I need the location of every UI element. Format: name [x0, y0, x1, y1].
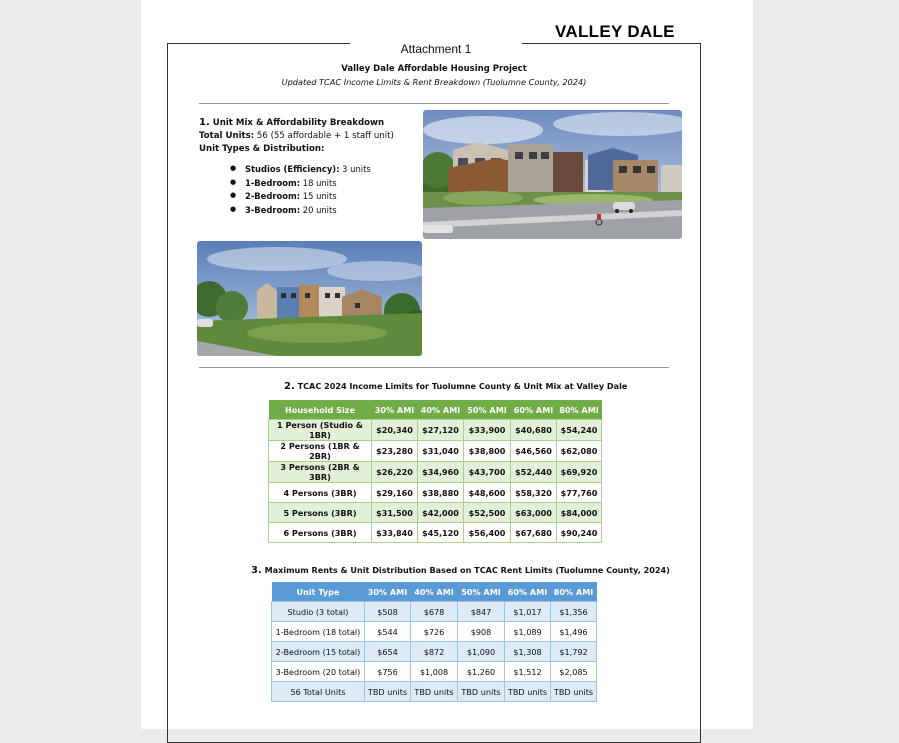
building-rendering-hillside — [197, 241, 422, 356]
table-cell: TBD units — [505, 682, 551, 702]
table-cell: $1,090 — [458, 642, 505, 662]
total-units-label: Total Units: — [199, 131, 255, 141]
brand-title: VALLEY DALE — [555, 22, 675, 41]
table-row — [272, 662, 597, 682]
section1-heading-text: Unit Mix & Affordability Breakdown — [212, 118, 385, 128]
attachment-label: Attachment 1 — [350, 40, 522, 58]
table-cell: $42,000 — [418, 503, 464, 523]
document-subtitle: Updated TCAC Income Limits & Rent Breakdown (Tuolumne County, 2024) — [281, 77, 587, 87]
table-cell: $56,400 — [464, 523, 511, 543]
table-cell: $77,760 — [557, 483, 602, 503]
column-header: 30% AMI — [365, 582, 411, 602]
column-header: 40% AMI — [418, 400, 464, 420]
table-row — [269, 483, 602, 503]
table-cell: $29,160 — [372, 483, 418, 503]
table-cell: $26,220 — [372, 462, 418, 483]
column-header: 30% AMI — [372, 400, 418, 420]
table-row — [272, 622, 597, 642]
table-cell: 3 Persons (2BR & 3BR) — [269, 462, 372, 483]
max-rents-table — [271, 582, 597, 702]
column-header: 50% AMI — [458, 582, 505, 602]
building-rendering-street — [423, 110, 682, 239]
section3-heading: 3. Maximum Rents & Unit Distribution Based on TCAC Rent Limits (Tuolumne County, 2024) — [251, 565, 670, 576]
table-cell: $1,260 — [458, 662, 505, 682]
table-cell: $1,089 — [505, 622, 551, 642]
column-header: 50% AMI — [464, 400, 511, 420]
table-cell: $654 — [365, 642, 411, 662]
unit-types-label: Unit Types & Distribution: — [199, 144, 325, 154]
table-cell: $58,320 — [511, 483, 557, 503]
table-cell: $33,900 — [464, 420, 511, 441]
table-cell: $31,040 — [418, 441, 464, 462]
list-item: ● 1-Bedroom: 18 units — [230, 178, 371, 192]
table-cell: $2,085 — [551, 662, 597, 682]
table-cell: $84,000 — [557, 503, 602, 523]
table-cell: TBD units — [458, 682, 505, 702]
table-cell: $1,008 — [411, 662, 458, 682]
table-cell: $756 — [365, 662, 411, 682]
table-cell: $678 — [411, 602, 458, 622]
table-cell: $54,240 — [557, 420, 602, 441]
table-cell: 6 Persons (3BR) — [269, 523, 372, 543]
table-cell: 56 Total Units — [272, 682, 365, 702]
total-units-value: 56 (55 affordable + 1 staff unit) — [256, 131, 394, 141]
table-cell: $1,792 — [551, 642, 597, 662]
table-row — [272, 642, 597, 662]
total-units-line — [199, 130, 424, 143]
table-cell: $90,240 — [557, 523, 602, 543]
column-header: 60% AMI — [511, 400, 557, 420]
table-cell: $544 — [365, 622, 411, 642]
section1-heading — [199, 116, 424, 130]
table-cell: Studio (3 total) — [272, 602, 365, 622]
table-row — [269, 462, 602, 483]
column-header: 40% AMI — [411, 582, 458, 602]
section1-number: 1. — [199, 117, 210, 128]
table-row — [269, 503, 602, 523]
column-header: 60% AMI — [505, 582, 551, 602]
table-cell: 2-Bedroom (15 total) — [272, 642, 365, 662]
table-cell: $33,840 — [372, 523, 418, 543]
table-row — [269, 441, 602, 462]
table-cell: $38,880 — [418, 483, 464, 503]
table-cell: $872 — [411, 642, 458, 662]
table-cell: $508 — [365, 602, 411, 622]
list-item: ● 3-Bedroom: 20 units — [230, 205, 371, 219]
table-cell: $46,560 — [511, 441, 557, 462]
table-cell: $34,960 — [418, 462, 464, 483]
table-cell: $23,280 — [372, 441, 418, 462]
table-cell: TBD units — [411, 682, 458, 702]
list-item: ● 2-Bedroom: 15 units — [230, 191, 371, 205]
column-header: Household Size — [269, 400, 372, 420]
table-row — [272, 602, 597, 622]
table-cell: $69,920 — [557, 462, 602, 483]
table-cell: 4 Persons (3BR) — [269, 483, 372, 503]
table-cell: $52,440 — [511, 462, 557, 483]
income-limits-table — [268, 400, 602, 543]
table-cell: $1,308 — [505, 642, 551, 662]
table-cell: 5 Persons (3BR) — [269, 503, 372, 523]
table-header-row — [272, 582, 597, 602]
divider-top — [199, 103, 669, 104]
table-row — [269, 420, 602, 441]
table-cell: $48,600 — [464, 483, 511, 503]
table-cell: 1-Bedroom (18 total) — [272, 622, 365, 642]
table-cell: $847 — [458, 602, 505, 622]
table-cell: $27,120 — [418, 420, 464, 441]
column-header: 80% AMI — [557, 400, 602, 420]
table-cell: $52,500 — [464, 503, 511, 523]
table-cell: $63,000 — [511, 503, 557, 523]
table-cell: $43,700 — [464, 462, 511, 483]
unit-type-list — [230, 164, 371, 218]
section2-heading: 2. TCAC 2024 Income Limits for Tuolumne County & Unit Mix at Valley Dale — [284, 381, 628, 392]
table-row — [272, 682, 597, 702]
table-cell: $67,680 — [511, 523, 557, 543]
table-cell: $1,496 — [551, 622, 597, 642]
table-cell: $38,800 — [464, 441, 511, 462]
column-header: Unit Type — [272, 582, 365, 602]
divider-middle — [199, 367, 669, 368]
section-unit-mix — [199, 116, 424, 156]
table-cell: $1,512 — [505, 662, 551, 682]
table-cell: $1,356 — [551, 602, 597, 622]
table-row — [269, 523, 602, 543]
list-item: ● Studios (Efficiency): 3 units — [230, 164, 371, 178]
document-title: Valley Dale Affordable Housing Project — [341, 64, 527, 74]
table-cell: $45,120 — [418, 523, 464, 543]
table-cell: $1,017 — [505, 602, 551, 622]
table-header-row — [269, 400, 602, 420]
table-cell: 2 Persons (1BR & 2BR) — [269, 441, 372, 462]
table-cell: TBD units — [365, 682, 411, 702]
table-cell: $62,080 — [557, 441, 602, 462]
table-cell: 3-Bedroom (20 total) — [272, 662, 365, 682]
table-cell: 1 Person (Studio & 1BR) — [269, 420, 372, 441]
table-cell: TBD units — [551, 682, 597, 702]
table-cell: $908 — [458, 622, 505, 642]
table-cell: $726 — [411, 622, 458, 642]
table-cell: $40,680 — [511, 420, 557, 441]
column-header: 80% AMI — [551, 582, 597, 602]
table-cell: $31,500 — [372, 503, 418, 523]
table-cell: $20,340 — [372, 420, 418, 441]
